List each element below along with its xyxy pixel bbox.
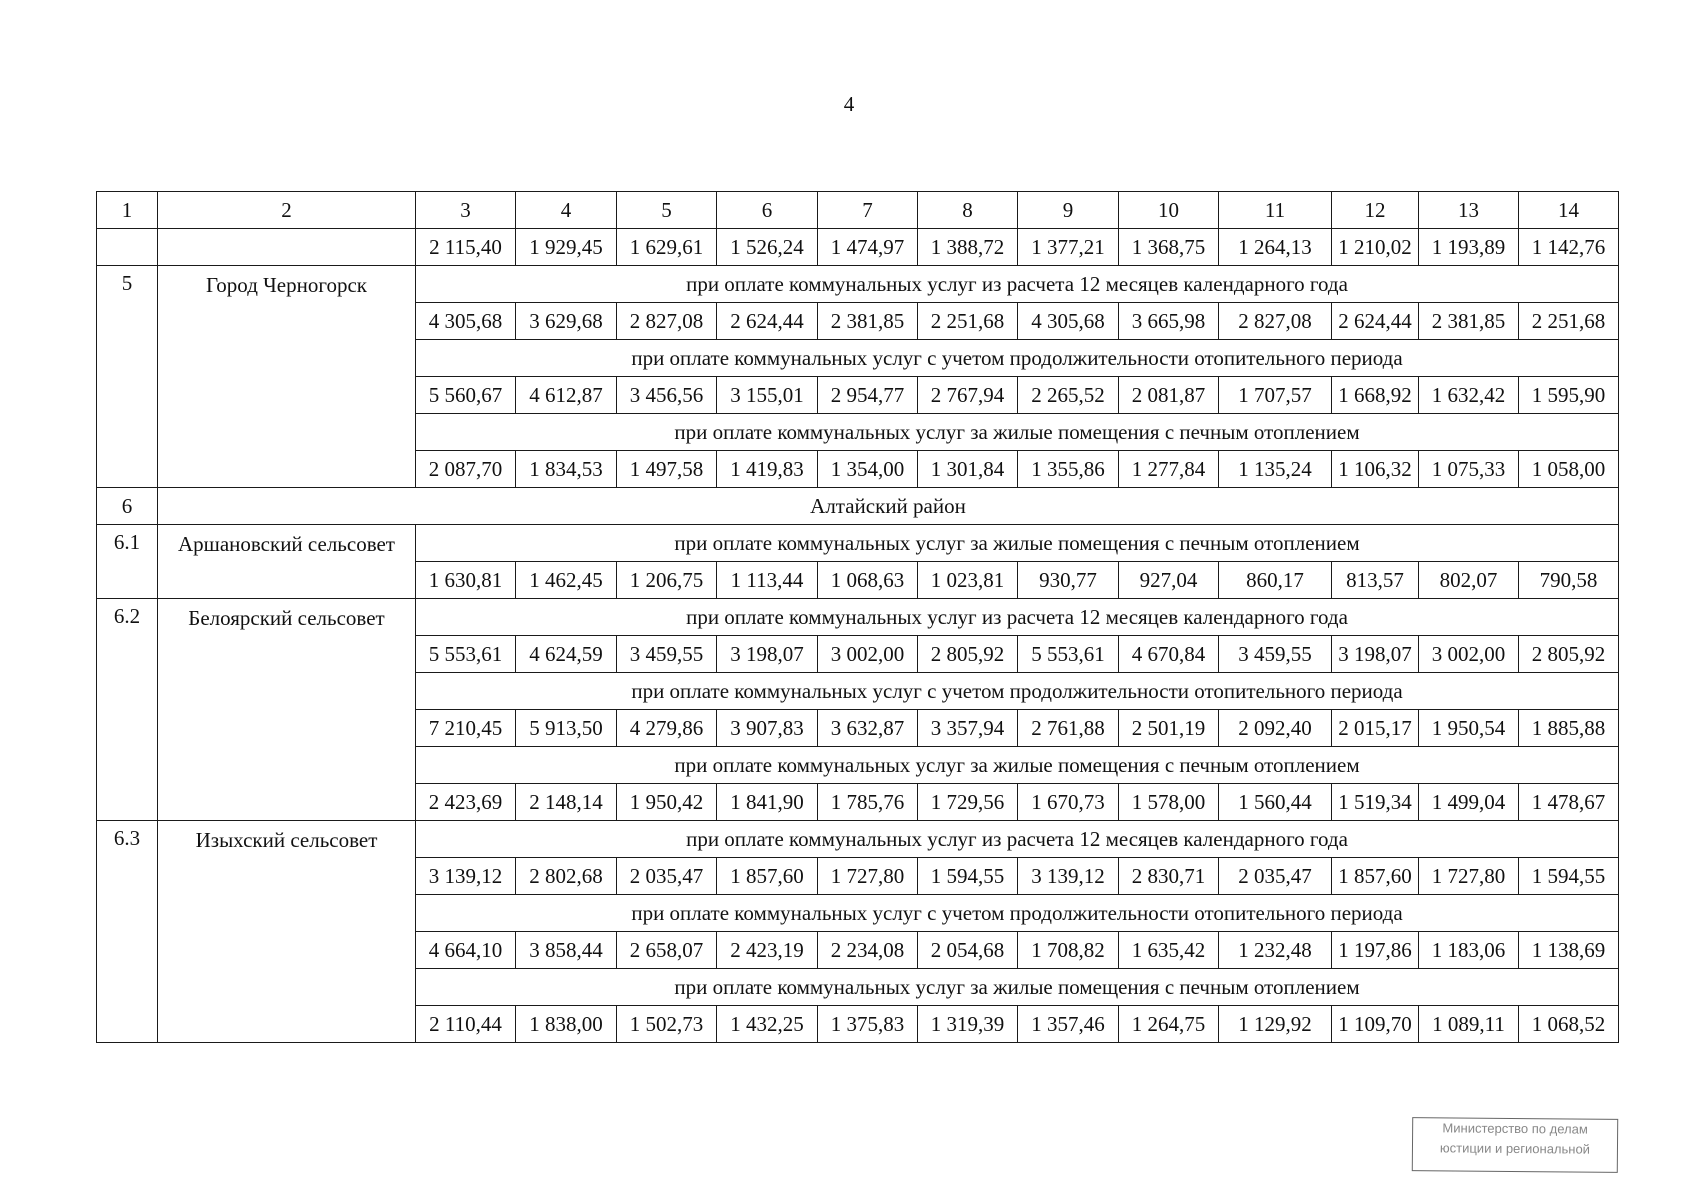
value-cell: 1 419,83 — [717, 451, 818, 488]
value-cell: 2 423,19 — [717, 932, 818, 969]
value-cell: 2 251,68 — [918, 303, 1018, 340]
payment-mode: при оплате коммунальных услуг за жилые помещения с печным отоплением — [416, 747, 1619, 784]
value-cell: 1 841,90 — [717, 784, 818, 821]
value-cell: 1 560,44 — [1219, 784, 1332, 821]
header-cell: 5 — [617, 192, 717, 229]
value-cell: 5 913,50 — [516, 710, 617, 747]
value-cell: 2 761,88 — [1018, 710, 1119, 747]
value-cell: 1 197,86 — [1332, 932, 1419, 969]
value-cell: 1 635,42 — [1119, 932, 1219, 969]
table-body — [97, 192, 1619, 1043]
value-cell: 1 630,81 — [416, 562, 516, 599]
value-cell: 4 279,86 — [617, 710, 717, 747]
value-cell: 2 624,44 — [717, 303, 818, 340]
header-cell: 12 — [1332, 192, 1419, 229]
value-cell: 2 802,68 — [516, 858, 617, 895]
value-cell: 1 301,84 — [918, 451, 1018, 488]
payment-mode: при оплате коммунальных услуг с учетом продолжительности отопительного периода — [416, 895, 1619, 932]
value-cell: 3 198,07 — [1332, 636, 1419, 673]
value-cell: 1 462,45 — [516, 562, 617, 599]
header-cell: 3 — [416, 192, 516, 229]
header-cell: 6 — [717, 192, 818, 229]
payment-mode: при оплате коммунальных услуг за жилые помещения с печным отоплением — [416, 414, 1619, 451]
page-number: 4 — [843, 92, 855, 116]
value-cell: 930,77 — [1018, 562, 1119, 599]
value-cell: 1 727,80 — [818, 858, 918, 895]
value-cell: 2 423,69 — [416, 784, 516, 821]
header-cell: 10 — [1119, 192, 1219, 229]
value-cell: 1 502,73 — [617, 1006, 717, 1043]
value-cell: 1 857,60 — [1332, 858, 1419, 895]
value-cell: 1 264,13 — [1219, 229, 1332, 266]
header-cell: 8 — [918, 192, 1018, 229]
value-cell: 1 375,83 — [818, 1006, 918, 1043]
value-cell: 2 054,68 — [918, 932, 1018, 969]
value-cell: 1 377,21 — [1018, 229, 1119, 266]
value-cell: 1 129,92 — [1219, 1006, 1332, 1043]
mode-row — [97, 266, 1619, 303]
value-cell: 1 834,53 — [516, 451, 617, 488]
value-cell: 3 139,12 — [416, 858, 516, 895]
value-cell: 1 632,42 — [1419, 377, 1519, 414]
row-number: 5 — [97, 266, 158, 488]
value-cell: 2 805,92 — [1519, 636, 1619, 673]
value-cell: 1 354,00 — [818, 451, 918, 488]
value-cell: 2 081,87 — [1119, 377, 1219, 414]
value-cell: 1 058,00 — [1519, 451, 1619, 488]
value-cell: 1 089,11 — [1419, 1006, 1519, 1043]
header-row — [97, 192, 1619, 229]
settlement-name: Город Черногорск — [158, 266, 416, 488]
value-cell: 1 707,57 — [1219, 377, 1332, 414]
payment-mode: при оплате коммунальных услуг за жилые помещения с печным отоплением — [416, 525, 1619, 562]
value-cell: 1 023,81 — [918, 562, 1018, 599]
mode-row — [97, 599, 1619, 636]
header-cell: 13 — [1419, 192, 1519, 229]
value-cell: 2 035,47 — [1219, 858, 1332, 895]
value-cell: 1 857,60 — [717, 858, 818, 895]
value-cell: 1 232,48 — [1219, 932, 1332, 969]
settlement-name: Аршановский сельсовет — [158, 525, 416, 599]
value-cell: 2 658,07 — [617, 932, 717, 969]
payment-mode: при оплате коммунальных услуг из расчета 12 месяцев календарного года — [416, 266, 1619, 303]
value-cell: 7 210,45 — [416, 710, 516, 747]
value-cell: 3 632,87 — [818, 710, 918, 747]
header-cell: 4 — [516, 192, 617, 229]
value-cell: 813,57 — [1332, 562, 1419, 599]
value-cell: 2 767,94 — [918, 377, 1018, 414]
value-cell: 3 456,56 — [617, 377, 717, 414]
payment-mode: при оплате коммунальных услуг с учетом продолжительности отопительного периода — [416, 673, 1619, 710]
value-cell: 1 357,46 — [1018, 1006, 1119, 1043]
value-cell: 2 501,19 — [1119, 710, 1219, 747]
value-cell: 1 432,25 — [717, 1006, 818, 1043]
value-cell: 1 629,61 — [617, 229, 717, 266]
value-cell: 1 138,69 — [1519, 932, 1619, 969]
value-cell: 3 858,44 — [516, 932, 617, 969]
value-cell: 2 624,44 — [1332, 303, 1419, 340]
payment-mode: при оплате коммунальных услуг из расчета 12 месяцев календарного года — [416, 821, 1619, 858]
value-cell: 3 459,55 — [617, 636, 717, 673]
district-name: Алтайский район — [158, 488, 1619, 525]
header-cell: 11 — [1219, 192, 1332, 229]
value-cell: 1 210,02 — [1332, 229, 1419, 266]
value-cell: 1 142,76 — [1519, 229, 1619, 266]
value-cell: 1 474,97 — [818, 229, 918, 266]
empty-cell — [97, 229, 158, 266]
value-cell: 1 499,04 — [1419, 784, 1519, 821]
value-cell: 1 264,75 — [1119, 1006, 1219, 1043]
value-cell: 3 139,12 — [1018, 858, 1119, 895]
value-cell: 1 519,34 — [1332, 784, 1419, 821]
payment-mode: при оплате коммунальных услуг за жилые помещения с печным отоплением — [416, 969, 1619, 1006]
stamp-line-2: юстиции и региональной — [1439, 1140, 1591, 1157]
tariff-table — [96, 191, 1619, 1043]
value-cell: 3 907,83 — [717, 710, 818, 747]
value-cell: 4 612,87 — [516, 377, 617, 414]
value-cell: 3 002,00 — [1419, 636, 1519, 673]
value-cell: 3 357,94 — [918, 710, 1018, 747]
row-number: 6.1 — [97, 525, 158, 599]
value-cell: 3 002,00 — [818, 636, 918, 673]
value-cell: 2 148,14 — [516, 784, 617, 821]
value-cell: 3 459,55 — [1219, 636, 1332, 673]
payment-mode: при оплате коммунальных услуг с учетом продолжительности отопительного периода — [416, 340, 1619, 377]
value-cell: 3 155,01 — [717, 377, 818, 414]
value-cell: 1 135,24 — [1219, 451, 1332, 488]
value-cell: 3 198,07 — [717, 636, 818, 673]
row-number: 6 — [97, 488, 158, 525]
value-cell: 2 830,71 — [1119, 858, 1219, 895]
value-cell: 2 035,47 — [617, 858, 717, 895]
value-cell: 2 954,77 — [818, 377, 918, 414]
value-cell: 5 553,61 — [1018, 636, 1119, 673]
value-cell: 1 578,00 — [1119, 784, 1219, 821]
value-cell: 1 497,58 — [617, 451, 717, 488]
value-cell: 2 805,92 — [918, 636, 1018, 673]
value-cell: 2 381,85 — [1419, 303, 1519, 340]
settlement-name: Изыхский сельсовет — [158, 821, 416, 1043]
value-cell: 1 319,39 — [918, 1006, 1018, 1043]
value-cell: 1 355,86 — [1018, 451, 1119, 488]
mode-row — [97, 821, 1619, 858]
settlement-name: Белоярский сельсовет — [158, 599, 416, 821]
value-cell: 4 305,68 — [416, 303, 516, 340]
value-cell: 4 670,84 — [1119, 636, 1219, 673]
value-cell: 1 670,73 — [1018, 784, 1119, 821]
value-cell: 1 106,32 — [1332, 451, 1419, 488]
registration-stamp — [1412, 1117, 1618, 1173]
value-cell: 4 664,10 — [416, 932, 516, 969]
value-cell: 1 193,89 — [1419, 229, 1519, 266]
value-cell: 860,17 — [1219, 562, 1332, 599]
value-cell: 1 594,55 — [1519, 858, 1619, 895]
header-cell: 1 — [97, 192, 158, 229]
value-cell: 2 234,08 — [818, 932, 918, 969]
value-cell: 1 068,52 — [1519, 1006, 1619, 1043]
value-cell: 1 109,70 — [1332, 1006, 1419, 1043]
value-cell: 2 251,68 — [1519, 303, 1619, 340]
value-cell: 4 624,59 — [516, 636, 617, 673]
value-cell: 1 183,06 — [1419, 932, 1519, 969]
value-cell: 1 595,90 — [1519, 377, 1619, 414]
value-cell: 1 950,54 — [1419, 710, 1519, 747]
value-cell: 1 785,76 — [818, 784, 918, 821]
row-number: 6.2 — [97, 599, 158, 821]
district-row — [97, 488, 1619, 525]
value-cell: 1 929,45 — [516, 229, 617, 266]
payment-mode: при оплате коммунальных услуг из расчета 12 месяцев календарного года — [416, 599, 1619, 636]
value-cell: 802,07 — [1419, 562, 1519, 599]
value-cell: 1 668,92 — [1332, 377, 1419, 414]
value-cell: 1 368,75 — [1119, 229, 1219, 266]
value-cell: 3 629,68 — [516, 303, 617, 340]
value-cell: 1 206,75 — [617, 562, 717, 599]
value-cell: 927,04 — [1119, 562, 1219, 599]
value-cell: 4 305,68 — [1018, 303, 1119, 340]
value-cell: 1 068,63 — [818, 562, 918, 599]
row-number: 6.3 — [97, 821, 158, 1043]
value-cell: 1 838,00 — [516, 1006, 617, 1043]
header-cell: 14 — [1519, 192, 1619, 229]
value-cell: 5 560,67 — [416, 377, 516, 414]
value-cell: 2 827,08 — [1219, 303, 1332, 340]
value-cell: 2 381,85 — [818, 303, 918, 340]
value-cell: 2 015,17 — [1332, 710, 1419, 747]
carry-over-row — [97, 229, 1619, 266]
value-cell: 1 727,80 — [1419, 858, 1519, 895]
value-cell: 2 110,44 — [416, 1006, 516, 1043]
value-cell: 1 594,55 — [918, 858, 1018, 895]
value-cell: 1 950,42 — [617, 784, 717, 821]
header-cell: 7 — [818, 192, 918, 229]
value-cell: 2 092,40 — [1219, 710, 1332, 747]
empty-cell — [158, 229, 416, 266]
value-cell: 2 265,52 — [1018, 377, 1119, 414]
value-cell: 5 553,61 — [416, 636, 516, 673]
value-cell: 1 708,82 — [1018, 932, 1119, 969]
header-cell: 9 — [1018, 192, 1119, 229]
value-cell: 790,58 — [1519, 562, 1619, 599]
value-cell: 2 115,40 — [416, 229, 516, 266]
value-cell: 1 277,84 — [1119, 451, 1219, 488]
value-cell: 1 885,88 — [1519, 710, 1619, 747]
value-cell: 3 665,98 — [1119, 303, 1219, 340]
value-cell: 2 087,70 — [416, 451, 516, 488]
value-cell: 1 113,44 — [717, 562, 818, 599]
value-cell: 1 526,24 — [717, 229, 818, 266]
value-cell: 1 729,56 — [918, 784, 1018, 821]
value-cell: 1 388,72 — [918, 229, 1018, 266]
value-cell: 1 478,67 — [1519, 784, 1619, 821]
mode-row — [97, 525, 1619, 562]
header-cell: 2 — [158, 192, 416, 229]
value-cell: 1 075,33 — [1419, 451, 1519, 488]
value-cell: 2 827,08 — [617, 303, 717, 340]
stamp-line-1: Министерство по делам — [1442, 1120, 1588, 1137]
